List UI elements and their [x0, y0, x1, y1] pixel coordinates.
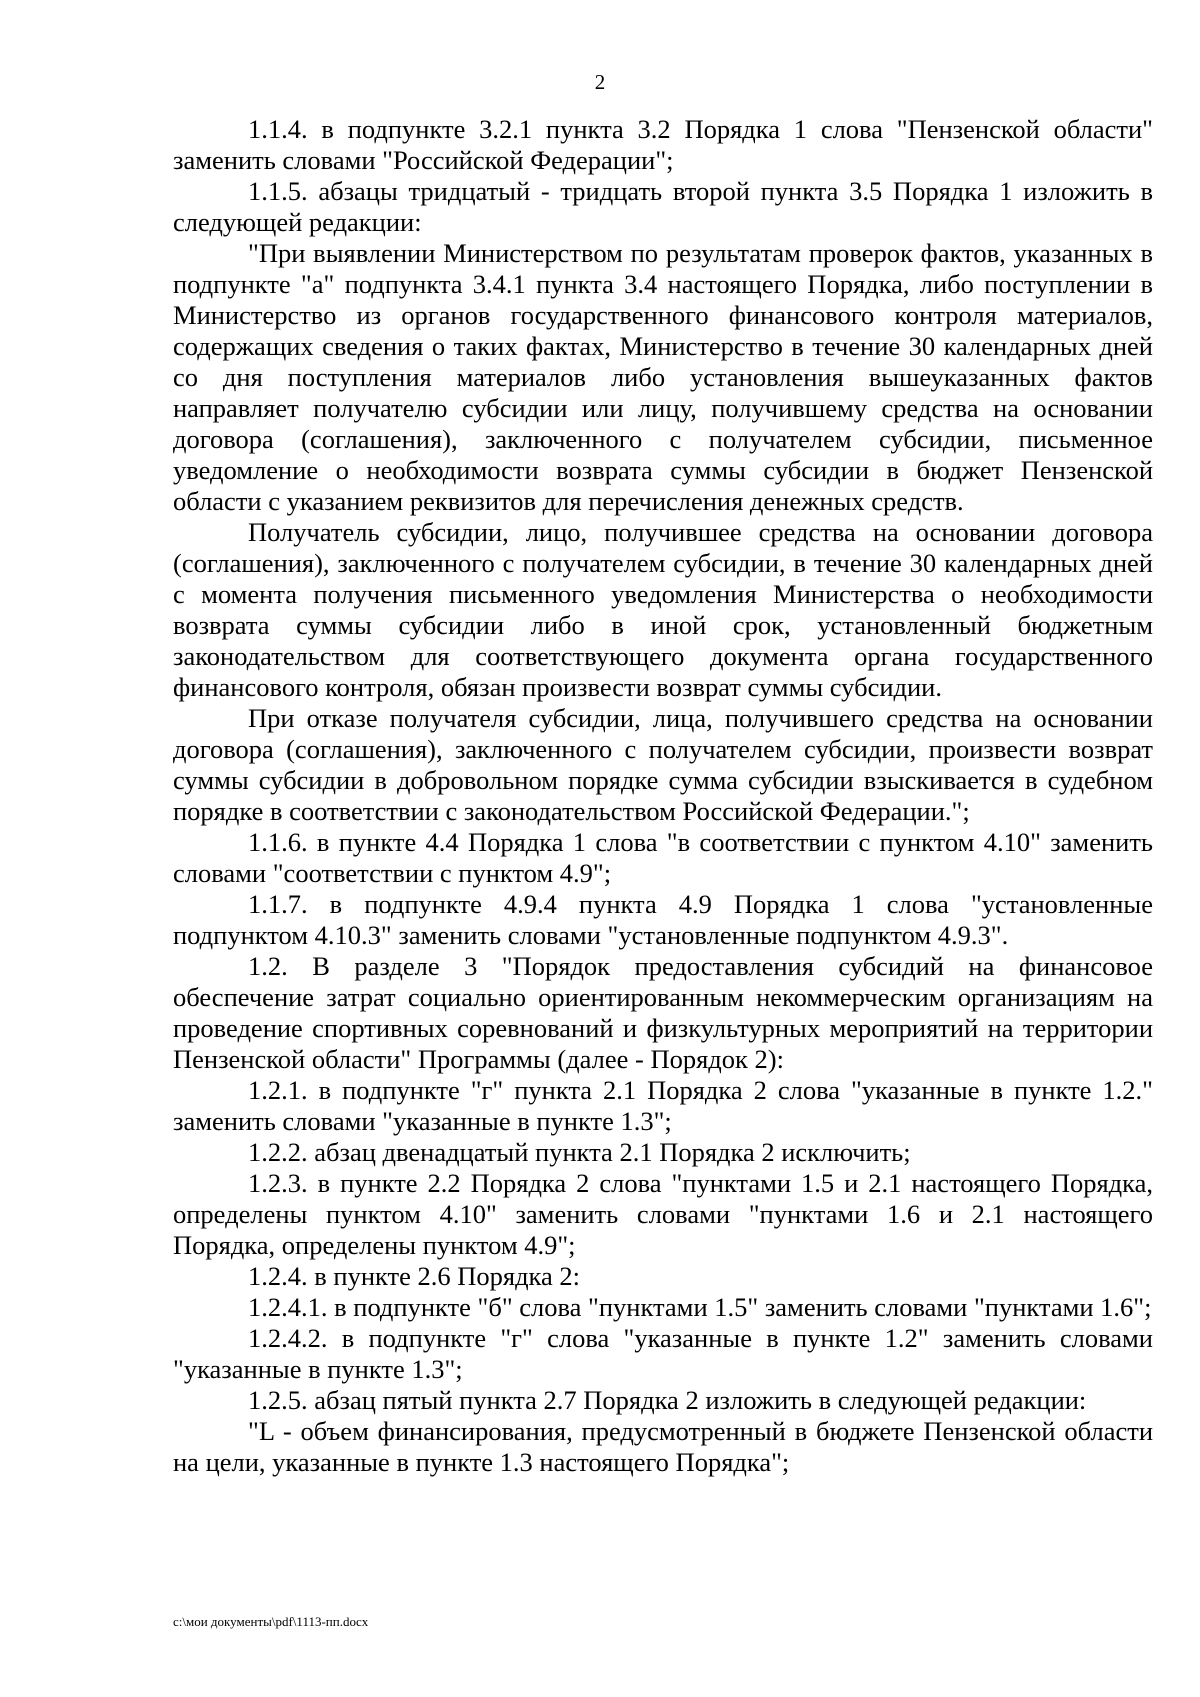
paragraph-1-2-1: 1.2.1. в подпункте "г" пункта 2.1 Порядка 2 слова "указанные в пункте 1.2." заменить словами "указанные в пункте 1.3"; — [173, 1075, 1153, 1136]
quoted-paragraph-formula-l: "L - объем финансирования, предусмотренный в бюджете Пензенской области на цели, указанные в пункте 1.3 настоящего Порядка"; — [173, 1416, 1153, 1477]
paragraph-1-2-4-2: 1.2.4.2. в подпункте "г" слова "указанные в пункте 1.2" заменить словами "указанные в пункте 1.3"; — [173, 1323, 1153, 1384]
paragraph-1-1-6: 1.1.6. в пункте 4.4 Порядка 1 слова "в соответствии с пунктом 4.10" заменить словами "соответствии с пунктом 4.9"; — [173, 827, 1153, 888]
paragraph-1-2-4: 1.2.4. в пункте 2.6 Порядка 2: — [248, 1261, 581, 1291]
paragraph-1-2-3: 1.2.3. в пункте 2.2 Порядка 2 слова "пунктами 1.5 и 2.1 настоящего Порядка, определены пунктом 4.10" заменить словами "пунктами 1.6 и 2.1 настоящего Порядка, определены пунктом 4.9"; — [173, 1168, 1153, 1260]
quoted-paragraph-refusal: При отказе получателя субсидии, лица, получившего средства на основании договора (соглашения), заключенного с получателем субсидии, произвести возврат суммы субсидии в добровольном порядке сумма субсидии взыскивается в судебном порядке в соответствии с законодательством Российской Федерации."; — [173, 703, 1153, 826]
document-body — [173, 114, 1153, 1478]
paragraph-1-2-5: 1.2.5. абзац пятый пункта 2.7 Порядка 2 изложить в следующей редакции: — [248, 1385, 1087, 1415]
page-number: 2 — [594, 70, 606, 94]
paragraph-1-1-7: 1.1.7. в подпункте 4.9.4 пункта 4.9 Порядка 1 слова "установленные подпунктом 4.10.3" заменить словами "установленные подпунктом 4.9.3". — [173, 889, 1153, 950]
quoted-paragraph-detection: "При выявлении Министерством по результатам проверок фактов, указанных в подпункте "а" подпункта 3.4.1 пункта 3.4 настоящего Порядка, либо поступлении в Министерство из органов государственного финансового контроля материалов, содержащих сведения о таких фактах, Министерство в течение 30 календарных дней со дня поступления материалов либо установления вышеуказанных фактов направляет получателю субсидии или лицу, получившему средства на основании договора (соглашения), заключенного с получателем субсидии, письменное уведомление о необходимости возврата суммы субсидии в бюджет Пензенской области с указанием реквизитов для перечисления денежных средств. — [173, 238, 1153, 516]
paragraph-1-2-2: 1.2.2. абзац двенадцатый пункта 2.1 Порядка 2 исключить; — [248, 1137, 911, 1167]
paragraph-1-2-4-1: 1.2.4.1. в подпункте "б" слова "пунктами 1.5" заменить словами "пунктами 1.6"; — [248, 1292, 1152, 1322]
quoted-paragraph-recipient-return: Получатель субсидии, лицо, получившее средства на основании договора (соглашения), заключенного с получателем субсидии, в течение 30 календарных дней с момента получения письменного уведомления Министерства о необходимости возврата суммы субсидии либо в иной срок, установленный бюджетным законодательством для соответствующего документа органа государственного финансового контроля, обязан произвести возврат суммы субсидии. — [173, 517, 1153, 702]
footer-file-path: c:\мои документы\pdf\1113-пп.docx — [173, 1614, 369, 1629]
paragraph-1-1-4: 1.1.4. в подпункте 3.2.1 пункта 3.2 Порядка 1 слова "Пензенской области" заменить словами "Российской Федерации"; — [173, 114, 1153, 175]
paragraph-1-2: 1.2. В разделе 3 "Порядок предоставления субсидий на финансовое обеспечение затрат социально ориентированным некоммерческим организациям на проведение спортивных соревнований и физкультурных мероприятий на территории Пензенской области" Программы (далее - Порядок 2): — [173, 951, 1153, 1074]
paragraph-1-1-5: 1.1.5. абзацы тридцатый - тридцать второй пункта 3.5 Порядка 1 изложить в следующей редакции: — [173, 176, 1153, 237]
